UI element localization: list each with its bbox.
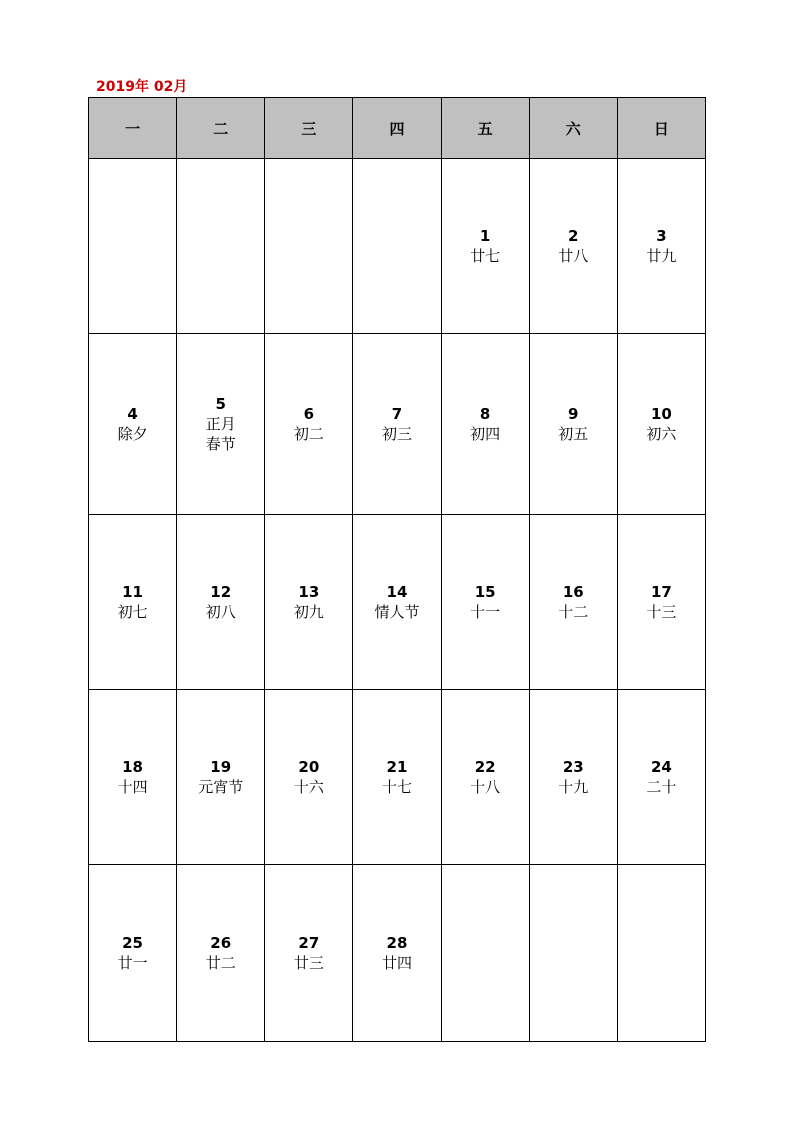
day-number: 22 (474, 758, 496, 776)
calendar-day-cell (353, 690, 441, 865)
calendar-day-cell (89, 865, 177, 1042)
calendar-day-cell (353, 334, 441, 515)
day-number: 24 (650, 758, 672, 776)
calendar-day-cell (265, 334, 353, 515)
calendar-day-cell (529, 515, 617, 690)
weekday-header-thu: 四 (353, 98, 441, 159)
day-number: 1 (479, 227, 491, 245)
calendar-day-cell (89, 515, 177, 690)
calendar-day-cell (441, 690, 529, 865)
day-number: 28 (386, 934, 408, 952)
day-number: 20 (298, 758, 320, 776)
lunar-date: 二十 (646, 778, 677, 796)
weekday-header-row (89, 98, 706, 159)
calendar-day-cell (441, 865, 529, 1042)
calendar-day-cell (529, 690, 617, 865)
day-number: 13 (298, 583, 320, 601)
lunar-date: 廿七 (470, 247, 501, 265)
lunar-date: 初七 (117, 603, 148, 621)
calendar-day-cell (265, 690, 353, 865)
calendar-title: 2019年 02月 (96, 79, 188, 95)
calendar-day-cell (265, 159, 353, 334)
calendar-day-cell (441, 515, 529, 690)
lunar-date: 初八 (205, 603, 236, 621)
lunar-date: 初三 (381, 425, 412, 443)
calendar-day-cell (177, 515, 265, 690)
day-number: 18 (122, 758, 143, 776)
day-number: 21 (386, 758, 408, 776)
day-number: 19 (210, 758, 232, 776)
lunar-date: 十四 (117, 778, 148, 796)
calendar-day-cell (353, 515, 441, 690)
lunar-date: 情人节 (374, 603, 420, 621)
calendar-week-row (89, 515, 706, 690)
lunar-date: 初二 (293, 425, 324, 443)
lunar-date: 元宵节 (198, 778, 244, 796)
calendar-day-cell (177, 865, 265, 1042)
day-number: 27 (298, 934, 320, 952)
day-number: 7 (391, 405, 403, 423)
calendar-day-cell (89, 159, 177, 334)
day-number: 17 (650, 583, 672, 601)
calendar-week-row (89, 334, 706, 515)
calendar-week-row (89, 159, 706, 334)
lunar-date: 廿三 (293, 954, 324, 972)
day-number: 14 (386, 583, 408, 601)
lunar-date: 廿四 (381, 954, 412, 972)
lunar-date: 十七 (381, 778, 412, 796)
day-number: 2 (568, 227, 579, 245)
calendar-day-cell (177, 159, 265, 334)
lunar-date: 廿八 (558, 247, 589, 265)
calendar-day-cell (177, 690, 265, 865)
calendar-day-cell (617, 515, 705, 690)
calendar-day-cell (617, 690, 705, 865)
lunar-date: 除夕 (117, 425, 148, 443)
weekday-header-sun: 日 (617, 98, 705, 159)
lunar-date: 廿二 (205, 954, 236, 972)
weekday-header-fri: 五 (441, 98, 529, 159)
lunar-date: 十三 (646, 603, 677, 621)
lunar-date: 廿一 (117, 954, 148, 972)
weekday-header-wed: 三 (265, 98, 353, 159)
lunar-date: 十九 (558, 778, 589, 796)
lunar-date: 廿九 (646, 247, 677, 265)
calendar-week-row (89, 865, 706, 1042)
day-number: 3 (656, 227, 667, 245)
calendar-day-cell (353, 159, 441, 334)
calendar-day-cell (617, 334, 705, 515)
calendar-day-cell (89, 690, 177, 865)
weekday-header-mon: 一 (89, 98, 177, 159)
day-number: 16 (562, 583, 584, 601)
calendar-day-cell (353, 865, 441, 1042)
day-number: 10 (650, 405, 672, 423)
lunar-date: 初九 (293, 603, 324, 621)
calendar-day-cell (265, 515, 353, 690)
calendar-day-cell (89, 334, 177, 515)
calendar-day-cell (177, 334, 265, 515)
day-number: 5 (215, 395, 226, 413)
weekday-header-sat: 六 (529, 98, 617, 159)
weekday-header-tue: 二 (177, 98, 265, 159)
day-number: 8 (479, 405, 491, 423)
lunar-date: 初四 (470, 425, 501, 443)
holiday-label: 春节 (205, 435, 236, 453)
calendar-day-cell (265, 865, 353, 1042)
day-number: 9 (568, 405, 579, 423)
day-number: 15 (474, 583, 496, 601)
calendar-day-cell (441, 334, 529, 515)
lunar-date: 十一 (470, 603, 501, 621)
calendar-day-cell (441, 159, 529, 334)
calendar-day-cell (529, 159, 617, 334)
day-number: 26 (210, 934, 232, 952)
lunar-date: 初六 (646, 425, 677, 443)
calendar-day-cell (529, 865, 617, 1042)
lunar-date: 十六 (293, 778, 324, 796)
day-number: 6 (303, 405, 315, 423)
day-number: 11 (122, 583, 143, 601)
calendar-day-cell (529, 334, 617, 515)
day-number: 4 (127, 405, 138, 423)
lunar-date: 初五 (558, 425, 589, 443)
lunar-date: 十二 (558, 603, 589, 621)
calendar-day-cell (617, 865, 705, 1042)
lunar-date: 十八 (470, 778, 501, 796)
month-calendar-table (88, 97, 706, 1042)
day-number: 12 (210, 583, 232, 601)
calendar-week-row (89, 690, 706, 865)
day-number: 25 (122, 934, 143, 952)
lunar-date: 正月 (205, 415, 236, 433)
calendar-day-cell (617, 159, 705, 334)
day-number: 23 (562, 758, 584, 776)
